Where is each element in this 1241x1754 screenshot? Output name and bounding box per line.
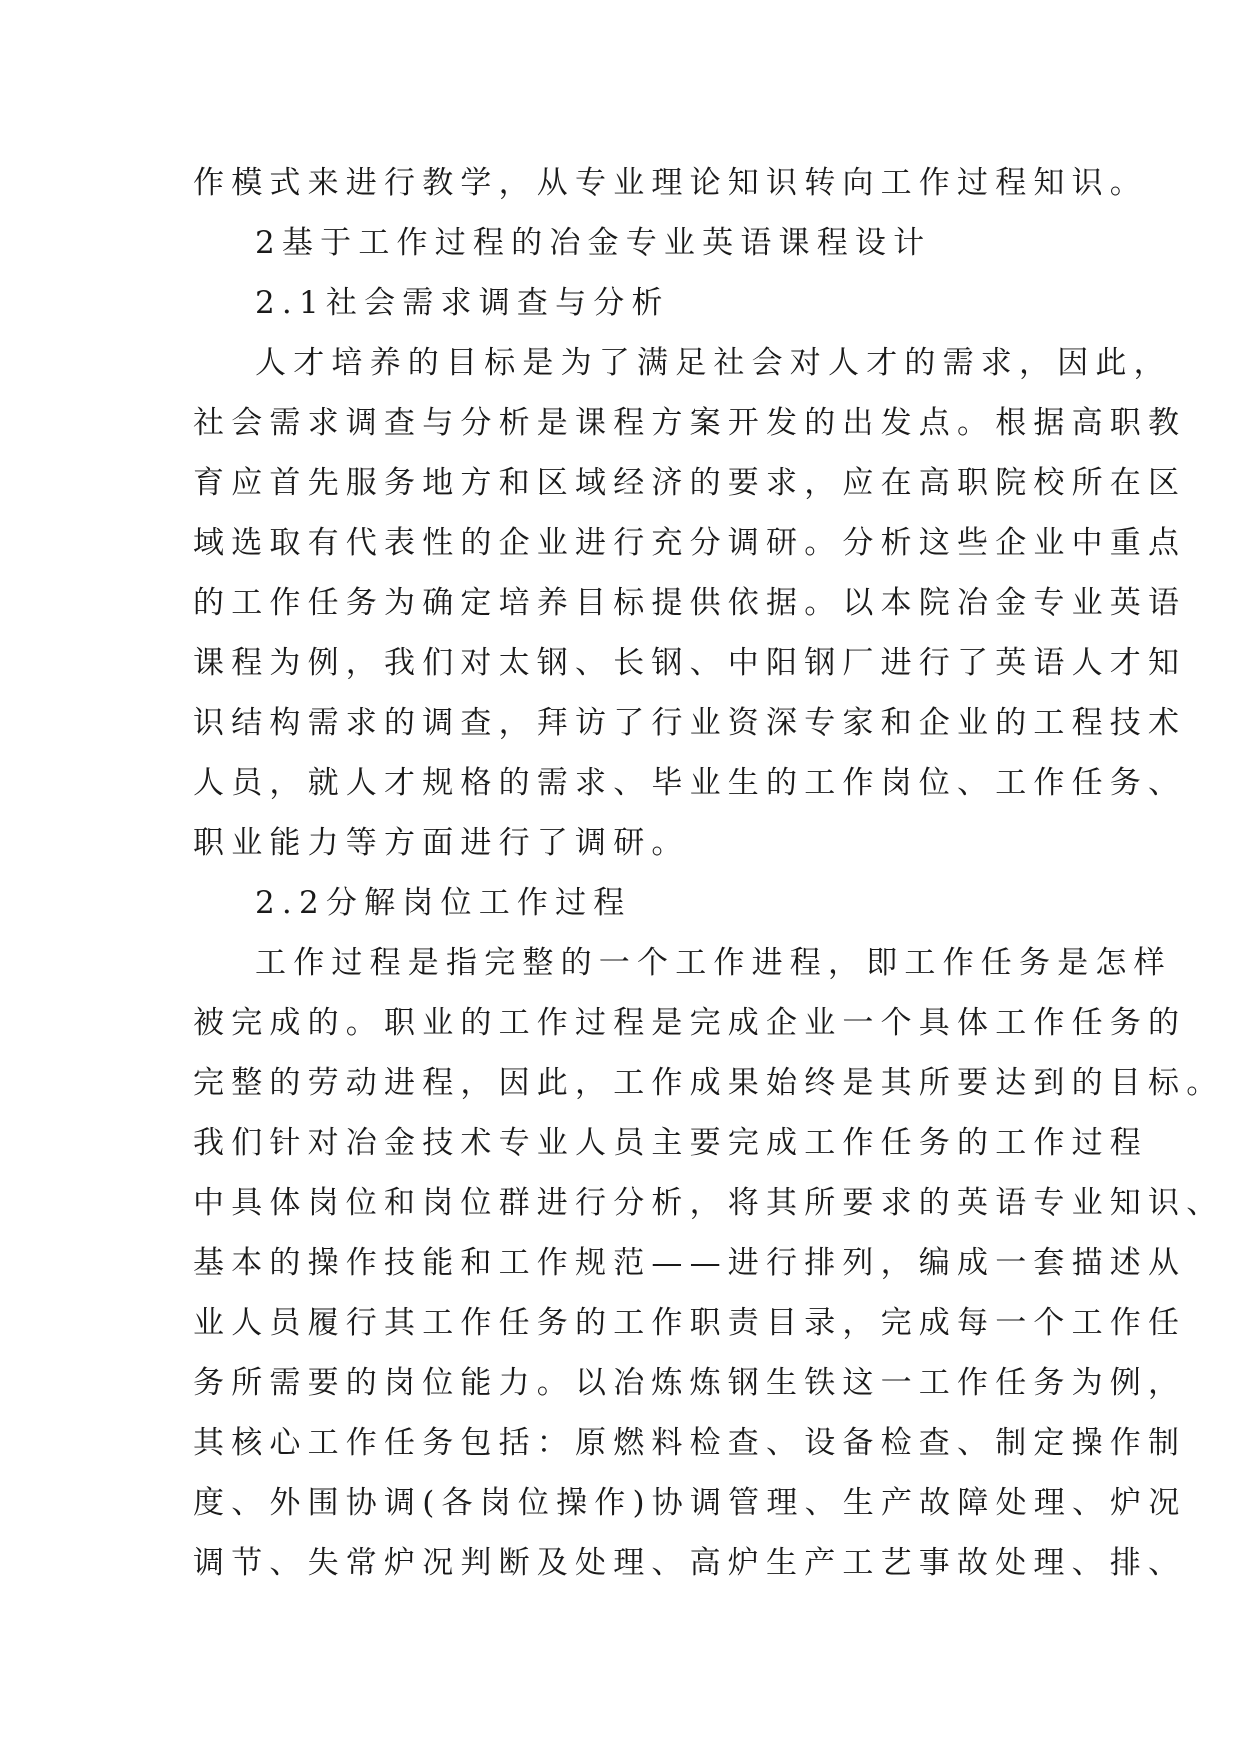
text-line: 作模式来进行教学，从专业理论知识转向工作过程知识。	[193, 165, 1148, 201]
text-line: 业人员履行其工作任务的工作职责目录，完成每一个工作任	[193, 1305, 1187, 1341]
text-line: 基本的操作技能和工作规范——进行排列，编成一套描述从	[193, 1245, 1187, 1281]
text-line: 人员，就人才规格的需求、毕业生的工作岗位、工作任务、	[193, 765, 1187, 801]
text-line: 的工作任务为确定培养目标提供依据。以本院冶金专业英语	[193, 585, 1187, 621]
subsection-heading: 2.1社会需求调查与分析	[255, 285, 670, 321]
paragraph-first-line: 人才培养的目标是为了满足社会对人才的需求，因此，	[255, 345, 1172, 381]
text-line: 中具体岗位和岗位群进行分析，将其所要求的英语专业知识、	[193, 1185, 1225, 1221]
text-line: 识结构需求的调查，拜访了行业资深专家和企业的工程技术	[193, 705, 1187, 741]
text-line: 被完成的。职业的工作过程是完成企业一个具体工作任务的	[193, 1005, 1187, 1041]
text-line: 域选取有代表性的企业进行充分调研。分析这些企业中重点	[193, 525, 1187, 561]
subsection-heading: 2.2分解岗位工作过程	[255, 885, 632, 921]
section-heading: 2基于工作过程的冶金专业英语课程设计	[255, 225, 932, 261]
text-line: 职业能力等方面进行了调研。	[193, 825, 690, 861]
text-line: 务所需要的岗位能力。以冶炼炼钢生铁这一工作任务为例，	[193, 1365, 1187, 1401]
text-line: 度、外围协调(各岗位操作)协调管理、生产故障处理、炉况	[193, 1485, 1187, 1521]
paragraph-first-line: 工作过程是指完整的一个工作进程，即工作任务是怎样	[255, 945, 1172, 981]
text-line: 调节、失常炉况判断及处理、高炉生产工艺事故处理、排、	[193, 1545, 1187, 1581]
text-line: 其核心工作任务包括：原燃料检查、设备检查、制定操作制	[193, 1425, 1187, 1461]
text-line: 社会需求调查与分析是课程方案开发的出发点。根据高职教	[193, 405, 1187, 441]
text-line: 课程为例，我们对太钢、长钢、中阳钢厂进行了英语人才知	[193, 645, 1187, 681]
text-line: 完整的劳动进程，因此，工作成果始终是其所要达到的目标。	[193, 1065, 1225, 1101]
text-line: 我们针对冶金技术专业人员主要完成工作任务的工作过程	[193, 1125, 1148, 1161]
text-line: 育应首先服务地方和区域经济的要求，应在高职院校所在区	[193, 465, 1187, 501]
